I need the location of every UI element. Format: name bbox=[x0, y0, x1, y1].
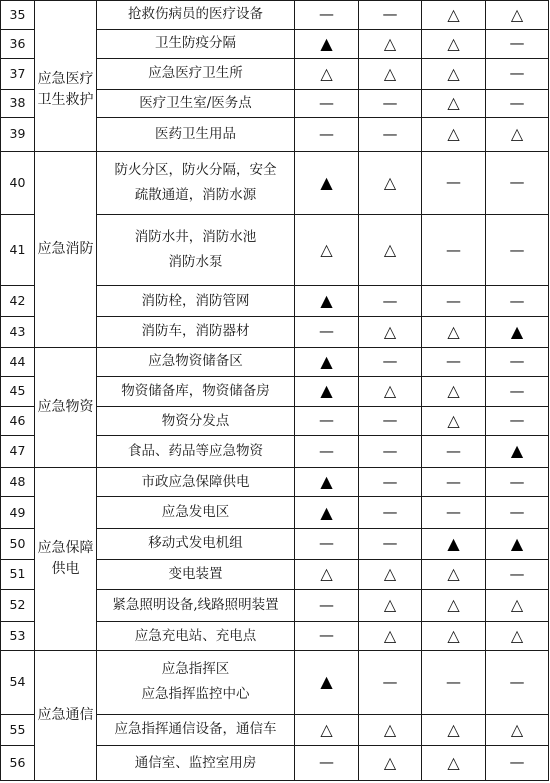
category-cell bbox=[35, 151, 97, 347]
requirement-cell bbox=[422, 347, 486, 377]
requirement-cell bbox=[295, 714, 359, 746]
row-number: 56 bbox=[1, 746, 35, 781]
requirement-cell bbox=[359, 317, 422, 348]
open-triangle-icon: △ bbox=[447, 63, 460, 83]
requirement-cell bbox=[295, 29, 359, 59]
requirement-cell bbox=[295, 89, 359, 118]
requirement-cell bbox=[422, 406, 486, 436]
category-label: 应急消防 bbox=[37, 240, 94, 257]
requirement-cell bbox=[359, 559, 422, 590]
requirement-cell bbox=[422, 215, 486, 286]
row-number: 41 bbox=[1, 215, 35, 286]
dash-icon: — bbox=[509, 352, 525, 371]
facility-item bbox=[97, 151, 295, 214]
open-triangle-icon: △ bbox=[383, 595, 397, 615]
dash-icon: — bbox=[446, 291, 461, 310]
dash-icon: — bbox=[382, 291, 398, 310]
requirement-cell bbox=[486, 529, 549, 560]
requirement-cell bbox=[295, 621, 359, 651]
facility-item bbox=[97, 436, 295, 468]
requirement-cell bbox=[486, 286, 549, 317]
open-triangle-icon: △ bbox=[447, 381, 460, 401]
category-label: 应急通信 bbox=[37, 707, 94, 724]
requirement-cell bbox=[359, 590, 422, 622]
category-label: 卫生救护 bbox=[37, 91, 94, 108]
filled-triangle-icon: ▲ bbox=[320, 351, 333, 371]
requirement-cell bbox=[295, 118, 359, 152]
row-number: 46 bbox=[1, 406, 35, 436]
dash-icon: — bbox=[382, 503, 398, 522]
facility-item bbox=[97, 286, 295, 317]
requirement-cell bbox=[486, 436, 549, 468]
requirement-cell bbox=[422, 590, 486, 622]
filled-triangle-icon: ▲ bbox=[447, 533, 460, 553]
facility-item bbox=[97, 215, 295, 286]
dash-icon: — bbox=[382, 672, 398, 691]
requirement-cell bbox=[422, 59, 486, 90]
dash-icon: — bbox=[382, 124, 398, 143]
requirement-cell bbox=[295, 377, 359, 407]
dash-icon: — bbox=[446, 240, 461, 259]
dash-icon: — bbox=[382, 352, 398, 371]
requirement-cell bbox=[359, 436, 422, 468]
facility-item bbox=[97, 746, 295, 781]
requirement-cell bbox=[295, 1, 359, 30]
requirement-cell bbox=[486, 590, 549, 622]
filled-triangle-icon: ▲ bbox=[320, 471, 333, 491]
requirement-cell bbox=[486, 151, 549, 214]
requirement-cell bbox=[486, 651, 549, 714]
facility-item-label: 消防水井，消防水池 bbox=[134, 229, 257, 246]
facility-item-label: 市政应急保障供电 bbox=[141, 473, 250, 490]
requirement-cell bbox=[422, 621, 486, 651]
requirement-cell bbox=[422, 377, 486, 407]
dash-icon: — bbox=[382, 534, 398, 553]
filled-triangle-icon: ▲ bbox=[320, 291, 333, 311]
requirement-cell bbox=[359, 467, 422, 497]
table-row bbox=[1, 29, 549, 59]
open-triangle-icon: △ bbox=[510, 595, 524, 615]
row-number: 44 bbox=[1, 347, 35, 377]
open-triangle-icon: △ bbox=[383, 719, 397, 739]
filled-triangle-icon: ▲ bbox=[510, 533, 524, 553]
requirement-cell bbox=[295, 59, 359, 90]
facility-item-label: 抢救伤病员的医疗设备 bbox=[128, 6, 263, 23]
open-triangle-icon: △ bbox=[447, 625, 460, 645]
facility-item-label: 卫生防疫分隔 bbox=[155, 35, 236, 52]
requirement-cell bbox=[486, 559, 549, 590]
open-triangle-icon: △ bbox=[447, 33, 460, 53]
dash-icon: — bbox=[319, 441, 334, 460]
facility-item bbox=[97, 29, 295, 59]
open-triangle-icon: △ bbox=[447, 124, 460, 144]
open-triangle-icon: △ bbox=[447, 321, 460, 341]
open-triangle-icon: △ bbox=[447, 719, 460, 739]
facility-item-label: 应急医疗卫生所 bbox=[148, 65, 243, 82]
open-triangle-icon: △ bbox=[510, 4, 524, 24]
facility-item bbox=[97, 317, 295, 348]
row-number: 43 bbox=[1, 317, 35, 348]
row-number: 49 bbox=[1, 497, 35, 529]
facility-item-label: 应急充电站、充电点 bbox=[134, 627, 257, 644]
facility-item bbox=[97, 590, 295, 622]
dash-icon: — bbox=[509, 503, 525, 522]
dash-icon: — bbox=[319, 93, 334, 112]
facility-item-label: 应急指挥通信设备，通信车 bbox=[114, 721, 277, 738]
requirement-cell bbox=[422, 118, 486, 152]
open-triangle-icon: △ bbox=[383, 564, 397, 584]
requirement-cell bbox=[359, 347, 422, 377]
category-cell bbox=[35, 29, 97, 151]
requirement-cell bbox=[295, 529, 359, 560]
category-label: 应急医疗 bbox=[37, 70, 94, 87]
requirement-cell bbox=[486, 467, 549, 497]
open-triangle-icon: △ bbox=[383, 381, 397, 401]
facility-item bbox=[97, 621, 295, 651]
dash-icon: — bbox=[319, 534, 334, 553]
category-cell bbox=[35, 467, 97, 650]
requirement-cell bbox=[486, 746, 549, 781]
dash-icon: — bbox=[509, 411, 525, 430]
category-label: 供电 bbox=[51, 561, 80, 578]
filled-triangle-icon: ▲ bbox=[320, 381, 333, 401]
category-cell bbox=[35, 347, 97, 467]
requirement-cell bbox=[422, 529, 486, 560]
table-row bbox=[1, 651, 549, 714]
dash-icon: — bbox=[382, 441, 398, 460]
category-cell bbox=[35, 651, 97, 781]
facility-item-label: 医疗卫生室/医务点 bbox=[139, 94, 252, 111]
requirement-cell bbox=[422, 151, 486, 214]
dash-icon: — bbox=[319, 322, 334, 341]
requirement-cell bbox=[422, 746, 486, 781]
facility-item-label: 变电装置 bbox=[168, 565, 223, 582]
facility-item bbox=[97, 529, 295, 560]
facility-item bbox=[97, 714, 295, 746]
open-triangle-icon: △ bbox=[320, 63, 333, 83]
facility-item-label: 物资储备库，物资储备房 bbox=[121, 382, 270, 399]
filled-triangle-icon: ▲ bbox=[510, 321, 524, 341]
table-row bbox=[1, 467, 549, 497]
facility-item-label: 应急发电区 bbox=[161, 504, 230, 521]
requirement-cell bbox=[295, 559, 359, 590]
filled-triangle-icon: ▲ bbox=[320, 502, 333, 522]
facility-item bbox=[97, 347, 295, 377]
requirement-cell bbox=[422, 651, 486, 714]
dash-icon: — bbox=[509, 472, 525, 491]
requirement-cell bbox=[359, 406, 422, 436]
requirement-cell bbox=[422, 89, 486, 118]
dash-icon: — bbox=[382, 411, 398, 430]
requirement-cell bbox=[295, 497, 359, 529]
row-number: 54 bbox=[1, 651, 35, 714]
open-triangle-icon: △ bbox=[447, 93, 460, 113]
dash-icon: — bbox=[509, 93, 525, 112]
open-triangle-icon: △ bbox=[383, 752, 397, 772]
row-number: 48 bbox=[1, 467, 35, 497]
open-triangle-icon: △ bbox=[383, 321, 397, 341]
requirement-cell bbox=[359, 621, 422, 651]
category-label: 应急保障 bbox=[37, 540, 94, 557]
requirement-cell bbox=[486, 714, 549, 746]
dash-icon: — bbox=[446, 173, 461, 192]
requirement-cell bbox=[295, 286, 359, 317]
open-triangle-icon: △ bbox=[383, 172, 397, 192]
dash-icon: — bbox=[509, 564, 525, 583]
facility-item-label: 消防水泵 bbox=[168, 254, 223, 271]
requirement-cell bbox=[359, 746, 422, 781]
open-triangle-icon: △ bbox=[383, 33, 397, 53]
open-triangle-icon: △ bbox=[320, 240, 333, 260]
requirement-cell bbox=[359, 118, 422, 152]
table-row bbox=[1, 1, 549, 30]
dash-icon: — bbox=[509, 34, 525, 53]
facility-item-label: 应急指挥区 bbox=[161, 661, 230, 678]
requirement-cell bbox=[359, 59, 422, 90]
dash-icon: — bbox=[509, 173, 525, 192]
requirement-cell bbox=[486, 215, 549, 286]
dash-icon: — bbox=[319, 411, 334, 430]
facility-item bbox=[97, 118, 295, 152]
facility-item bbox=[97, 59, 295, 90]
requirement-cell bbox=[422, 467, 486, 497]
facility-item bbox=[97, 467, 295, 497]
requirement-cell bbox=[486, 1, 549, 30]
open-triangle-icon: △ bbox=[510, 625, 524, 645]
dash-icon: — bbox=[509, 381, 525, 400]
dash-icon: — bbox=[382, 5, 398, 24]
facility-item-label: 通信室、监控室用房 bbox=[134, 754, 257, 771]
dash-icon: — bbox=[319, 753, 334, 772]
dash-icon: — bbox=[509, 240, 525, 259]
requirement-cell bbox=[295, 317, 359, 348]
requirement-cell bbox=[359, 151, 422, 214]
row-number: 53 bbox=[1, 621, 35, 651]
requirement-cell bbox=[486, 347, 549, 377]
requirement-cell bbox=[486, 497, 549, 529]
dash-icon: — bbox=[319, 5, 334, 24]
requirement-cell bbox=[486, 621, 549, 651]
filled-triangle-icon: ▲ bbox=[320, 33, 333, 53]
facility-item bbox=[97, 559, 295, 590]
requirement-cell bbox=[359, 714, 422, 746]
requirement-cell bbox=[295, 651, 359, 714]
row-number: 39 bbox=[1, 118, 35, 152]
dash-icon: — bbox=[446, 503, 461, 522]
filled-triangle-icon: ▲ bbox=[320, 672, 333, 692]
requirement-cell bbox=[359, 497, 422, 529]
row-number: 50 bbox=[1, 529, 35, 560]
dash-icon: — bbox=[446, 441, 461, 460]
dash-icon: — bbox=[382, 472, 398, 491]
open-triangle-icon: △ bbox=[510, 124, 524, 144]
row-number: 52 bbox=[1, 590, 35, 622]
row-number: 47 bbox=[1, 436, 35, 468]
open-triangle-icon: △ bbox=[447, 4, 460, 24]
row-number: 40 bbox=[1, 151, 35, 214]
dash-icon: — bbox=[319, 595, 334, 614]
facility-item-label: 应急物资储备区 bbox=[148, 353, 243, 370]
dash-icon: — bbox=[319, 626, 334, 645]
filled-triangle-icon: ▲ bbox=[320, 172, 333, 192]
row-number: 38 bbox=[1, 89, 35, 118]
facility-item-label: 应急指挥监控中心 bbox=[141, 686, 250, 703]
row-number: 37 bbox=[1, 59, 35, 90]
requirement-cell bbox=[359, 529, 422, 560]
open-triangle-icon: △ bbox=[447, 595, 460, 615]
facility-item-label: 食品、药品等应急物资 bbox=[128, 443, 263, 460]
requirement-cell bbox=[359, 377, 422, 407]
requirement-cell bbox=[422, 29, 486, 59]
dash-icon: — bbox=[446, 352, 461, 371]
facility-item-label: 消防栓，消防管网 bbox=[141, 292, 250, 309]
facility-item-label: 医药卫生用品 bbox=[155, 126, 236, 143]
dash-icon: — bbox=[446, 672, 461, 691]
open-triangle-icon: △ bbox=[447, 410, 460, 430]
open-triangle-icon: △ bbox=[320, 719, 333, 739]
requirement-cell bbox=[295, 746, 359, 781]
row-number: 55 bbox=[1, 714, 35, 746]
requirement-cell bbox=[486, 89, 549, 118]
open-triangle-icon: △ bbox=[510, 719, 524, 739]
dash-icon: — bbox=[382, 93, 398, 112]
open-triangle-icon: △ bbox=[383, 63, 397, 83]
facility-item-label: 防火分区，防火分隔，安全 bbox=[114, 162, 277, 178]
requirement-cell bbox=[486, 59, 549, 90]
facility-item-label: 移动式发电机组 bbox=[148, 535, 243, 552]
requirement-cell bbox=[422, 436, 486, 468]
open-triangle-icon: △ bbox=[447, 564, 460, 584]
requirement-cell bbox=[359, 286, 422, 317]
row-number: 35 bbox=[1, 1, 35, 30]
dash-icon: — bbox=[509, 672, 525, 691]
requirement-cell bbox=[295, 151, 359, 214]
requirement-cell bbox=[422, 317, 486, 348]
requirement-cell bbox=[359, 651, 422, 714]
category-label: 应急物资 bbox=[37, 398, 94, 415]
open-triangle-icon: △ bbox=[447, 752, 460, 772]
requirement-cell bbox=[295, 347, 359, 377]
facility-item-label: 紧急照明设备,线路照明装置 bbox=[112, 597, 279, 613]
requirement-cell bbox=[295, 467, 359, 497]
category-cell-continued bbox=[35, 1, 97, 30]
open-triangle-icon: △ bbox=[383, 240, 397, 260]
requirement-cell bbox=[295, 590, 359, 622]
table-row bbox=[1, 151, 549, 214]
open-triangle-icon: △ bbox=[383, 625, 397, 645]
requirement-cell bbox=[359, 1, 422, 30]
requirement-cell bbox=[422, 714, 486, 746]
requirement-cell bbox=[359, 215, 422, 286]
row-number: 45 bbox=[1, 377, 35, 407]
requirement-cell bbox=[486, 317, 549, 348]
facility-item bbox=[97, 651, 295, 714]
dash-icon: — bbox=[446, 472, 461, 491]
filled-triangle-icon: ▲ bbox=[510, 441, 524, 461]
requirement-cell bbox=[295, 406, 359, 436]
facility-item bbox=[97, 1, 295, 30]
requirement-cell bbox=[422, 286, 486, 317]
dash-icon: — bbox=[509, 291, 525, 310]
facility-item-label: 消防车，消防器材 bbox=[141, 323, 250, 340]
requirement-cell bbox=[422, 497, 486, 529]
requirement-cell bbox=[359, 29, 422, 59]
requirement-cell bbox=[295, 215, 359, 286]
facility-item-label: 物资分发点 bbox=[161, 412, 230, 429]
requirement-cell bbox=[486, 406, 549, 436]
table-row bbox=[1, 347, 549, 377]
facility-item-label: 疏散通道，消防水源 bbox=[134, 186, 257, 203]
requirement-cell bbox=[486, 118, 549, 152]
row-number: 51 bbox=[1, 559, 35, 590]
requirement-cell bbox=[486, 29, 549, 59]
requirement-cell bbox=[359, 89, 422, 118]
requirement-cell bbox=[422, 559, 486, 590]
requirement-cell bbox=[295, 436, 359, 468]
requirement-cell bbox=[486, 377, 549, 407]
facility-item bbox=[97, 497, 295, 529]
dash-icon: — bbox=[319, 124, 334, 143]
dash-icon: — bbox=[509, 753, 525, 772]
row-number: 42 bbox=[1, 286, 35, 317]
facility-item bbox=[97, 406, 295, 436]
dash-icon: — bbox=[509, 64, 525, 83]
open-triangle-icon: △ bbox=[320, 564, 333, 584]
facility-item bbox=[97, 377, 295, 407]
requirement-cell bbox=[422, 1, 486, 30]
facility-item bbox=[97, 89, 295, 118]
row-number: 36 bbox=[1, 29, 35, 59]
